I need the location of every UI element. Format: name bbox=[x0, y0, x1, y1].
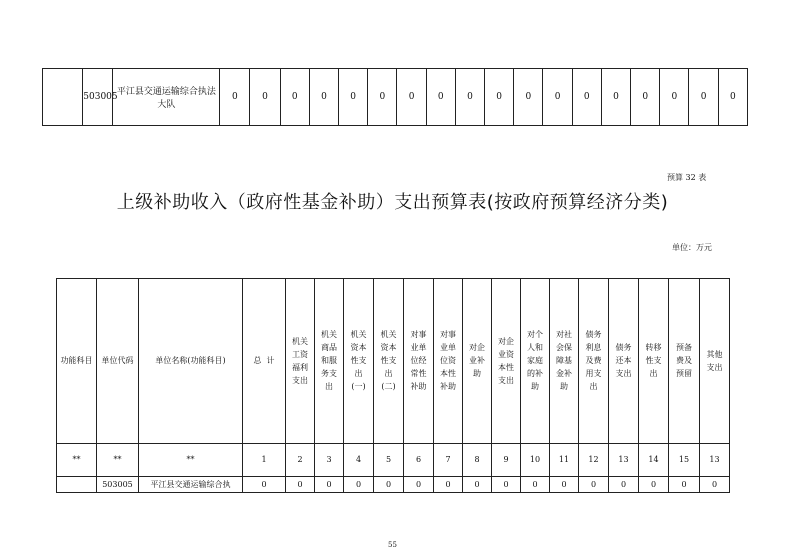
header-col: 对企业补助 bbox=[463, 279, 492, 444]
value-cell: 0 bbox=[521, 477, 550, 493]
header-row bbox=[57, 279, 730, 444]
code-cell: 5 bbox=[374, 444, 404, 477]
value-cell: 0 bbox=[339, 69, 368, 126]
unit-code-cell: 503005 bbox=[97, 477, 139, 493]
value-cell: 0 bbox=[426, 69, 455, 126]
code-cell: ** bbox=[57, 444, 97, 477]
value-cell: 0 bbox=[344, 477, 374, 493]
value-cell: 0 bbox=[718, 69, 747, 126]
code-cell: ** bbox=[139, 444, 243, 477]
header-col: 对事业单位资本性补助 bbox=[434, 279, 463, 444]
header-col: 对企业资本性支出 bbox=[492, 279, 521, 444]
code-cell: 2 bbox=[286, 444, 315, 477]
code-cell: 11 bbox=[550, 444, 579, 477]
unit-name-cell: 平江县交通运输综合执法大队 bbox=[113, 69, 220, 126]
form-number: 预算 32 表 bbox=[667, 173, 707, 182]
code-cell: 6 bbox=[404, 444, 434, 477]
header-col: 机关资本性支出(一) bbox=[344, 279, 374, 444]
value-cell: 0 bbox=[485, 69, 514, 126]
value-cell: 0 bbox=[455, 69, 484, 126]
func-cell bbox=[43, 69, 83, 126]
budget-table bbox=[56, 278, 730, 493]
header-col: 机关商品和服务支出 bbox=[315, 279, 344, 444]
column-code-row bbox=[57, 444, 730, 477]
value-cell: 0 bbox=[572, 69, 601, 126]
code-cell: 13 bbox=[700, 444, 730, 477]
header-code: 单位代码 bbox=[97, 279, 139, 444]
value-cell: 0 bbox=[579, 477, 609, 493]
value-cell: 0 bbox=[631, 69, 660, 126]
value-cell: 0 bbox=[543, 69, 572, 126]
code-cell: 1 bbox=[243, 444, 286, 477]
header-col: 债务利息及费用支出 bbox=[579, 279, 609, 444]
value-cell: 0 bbox=[660, 69, 689, 126]
header-col: 其他支出 bbox=[700, 279, 730, 444]
value-cell: 0 bbox=[669, 477, 700, 493]
value-cell: 0 bbox=[404, 477, 434, 493]
value-cell: 0 bbox=[639, 477, 669, 493]
code-cell: 9 bbox=[492, 444, 521, 477]
code-cell: 15 bbox=[669, 444, 700, 477]
value-cell: 0 bbox=[250, 69, 280, 126]
code-cell: 3 bbox=[315, 444, 344, 477]
header-col: 机关工资福利支出 bbox=[286, 279, 315, 444]
code-cell: 10 bbox=[521, 444, 550, 477]
table-row bbox=[57, 477, 730, 493]
value-cell: 0 bbox=[700, 477, 730, 493]
value-cell: 0 bbox=[434, 477, 463, 493]
value-cell: 0 bbox=[514, 69, 543, 126]
value-cell: 0 bbox=[397, 69, 426, 126]
header-col: 对事业单位经常性补助 bbox=[404, 279, 434, 444]
value-cell: 0 bbox=[601, 69, 630, 126]
code-cell: ** bbox=[97, 444, 139, 477]
value-cell: 0 bbox=[492, 477, 521, 493]
value-cell: 0 bbox=[609, 477, 639, 493]
value-cell: 0 bbox=[286, 477, 315, 493]
header-col: 债务还本支出 bbox=[609, 279, 639, 444]
header-col: 对个人和家庭的补助 bbox=[521, 279, 550, 444]
unit-code-cell: 503005 bbox=[83, 69, 113, 126]
page-title: 上级补助收入（政府性基金补助）支出预算表(按政府预算经济分类) bbox=[116, 192, 669, 213]
header-col: 预备费及预留 bbox=[669, 279, 700, 444]
unit-label: 单位：万元 bbox=[672, 243, 712, 252]
table-row bbox=[43, 69, 748, 126]
value-cell: 0 bbox=[315, 477, 344, 493]
value-cell: 0 bbox=[374, 477, 404, 493]
value-cell: 0 bbox=[689, 69, 718, 126]
code-cell: 8 bbox=[463, 444, 492, 477]
header-total: 总 计 bbox=[243, 279, 286, 444]
code-cell: 7 bbox=[434, 444, 463, 477]
code-cell: 14 bbox=[639, 444, 669, 477]
value-cell: 0 bbox=[280, 69, 309, 126]
header-name: 单位名称(功能科目) bbox=[139, 279, 243, 444]
header-col: 对社会保障基金补助 bbox=[550, 279, 579, 444]
value-cell: 0 bbox=[463, 477, 492, 493]
value-cell: 0 bbox=[309, 69, 338, 126]
value-cell: 0 bbox=[220, 69, 250, 126]
unit-name-cell: 平江县交通运输综合执 bbox=[139, 477, 243, 493]
header-col: 转移性支出 bbox=[639, 279, 669, 444]
header-func: 功能科目 bbox=[57, 279, 97, 444]
previous-page-table-fragment bbox=[42, 68, 748, 126]
page-number: 55 bbox=[388, 541, 397, 549]
code-cell: 4 bbox=[344, 444, 374, 477]
code-cell: 12 bbox=[579, 444, 609, 477]
total-cell: 0 bbox=[243, 477, 286, 493]
value-cell: 0 bbox=[550, 477, 579, 493]
header-col: 机关资本性支出(二) bbox=[374, 279, 404, 444]
code-cell: 13 bbox=[609, 444, 639, 477]
value-cell: 0 bbox=[368, 69, 397, 126]
func-cell bbox=[57, 477, 97, 493]
